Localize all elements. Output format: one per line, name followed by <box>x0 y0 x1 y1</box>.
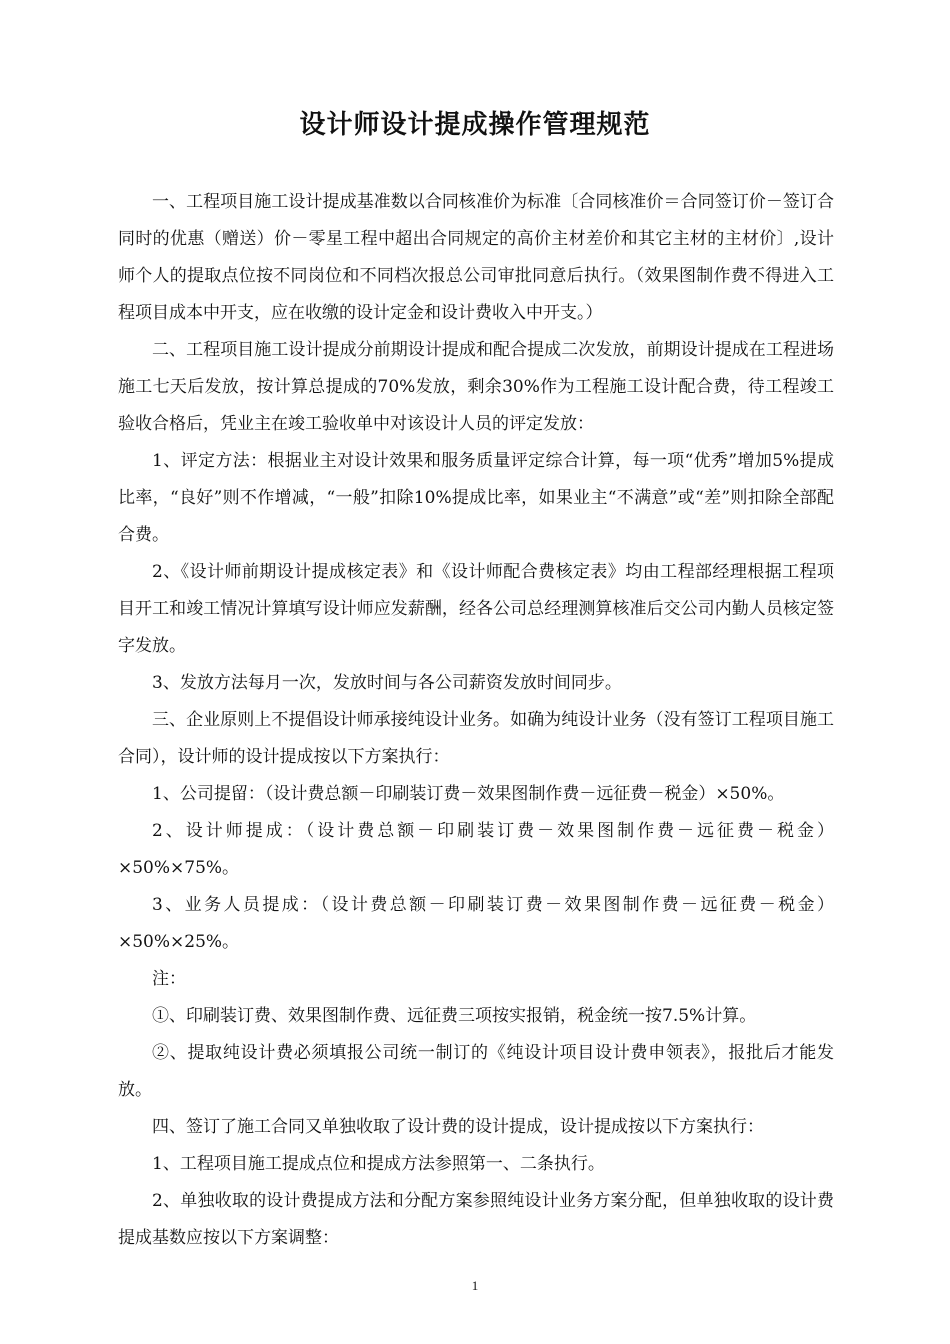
note-heading: 注： <box>152 969 186 989</box>
document-body <box>118 184 834 1257</box>
paragraph-2-2: 2、《设计师前期设计提成核定表》和《设计师配合费核定表》均由工程部经理根据工程项目开工和竣工情况计算填写设计师应发薪酬，经各公司总经理测算核准后交公司内勤人员核定签字发放。 <box>118 562 834 656</box>
paragraph-2-1: 1、评定方法：根据业主对设计效果和服务质量评定综合计算，每一项“优秀”增加5%提成比率，“良好”则不作增减，“一般”扣除10%提成比率，如果业主“不满意”或“差”则扣除全部配合费。 <box>118 451 834 545</box>
paragraph-2: 二、工程项目施工设计提成分前期设计提成和配合提成二次发放，前期设计提成在工程进场施工七天后发放，按计算总提成的70%发放，剩余30%作为工程施工设计配合费，待工程竣工验收合格后，凭业主在竣工验收单中对该设计人员的评定发放： <box>118 340 834 434</box>
paragraph-4-1: 1、工程项目施工提成点位和提成方法参照第一、二条执行。 <box>152 1154 605 1174</box>
page-number: 1 <box>471 1278 479 1293</box>
paragraph-4-2: 2、单独收取的设计费提成方法和分配方案参照纯设计业务方案分配，但单独收取的设计费提成基数应按以下方案调整： <box>118 1191 834 1248</box>
paragraph-1: 一、工程项目施工设计提成基准数以合同核准价为标准〔合同核准价＝合同签订价－签订合同时的优惠（赠送）价－零星工程中超出合同规定的高价主材差价和其它主材的主材价〕,设计师个人的提取点位按不同岗位和不同档次报总公司审批同意后执行。（效果图制作费不得进入工程项目成本中开支，应在收缴的设计定金和设计费收入中开支。） <box>118 192 834 323</box>
paragraph-3-1: 1、公司提留：（设计费总额－印刷装订费－效果图制作费－远征费－税金）×50%。 <box>152 784 785 804</box>
page-title: 设计师设计提成操作管理规范 <box>299 110 651 140</box>
paragraph-3-2: 2、设计师提成：（设计费总额－印刷装订费－效果图制作费－远征费－税金）×50%×75%。 <box>118 821 834 878</box>
note-2: ②、提取纯设计费必须填报公司统一制订的《纯设计项目设计费申领表》，报批后才能发放。 <box>118 1043 834 1100</box>
note-1: ①、印刷装订费、效果图制作费、远征费三项按实报销，税金统一按7.5%计算。 <box>152 1006 757 1026</box>
paragraph-4: 四、签订了施工合同又单独收取了设计费的设计提成，设计提成按以下方案执行： <box>152 1117 764 1137</box>
paragraph-3: 三、企业原则上不提倡设计师承接纯设计业务。如确为纯设计业务（没有签订工程项目施工合同），设计师的设计提成按以下方案执行： <box>118 710 834 767</box>
paragraph-2-3: 3、发放方法每月一次，发放时间与各公司薪资发放时间同步。 <box>152 673 622 693</box>
paragraph-3-3: 3、业务人员提成：（设计费总额－印刷装订费－效果图制作费－远征费－税金）×50%×25%。 <box>118 895 834 952</box>
